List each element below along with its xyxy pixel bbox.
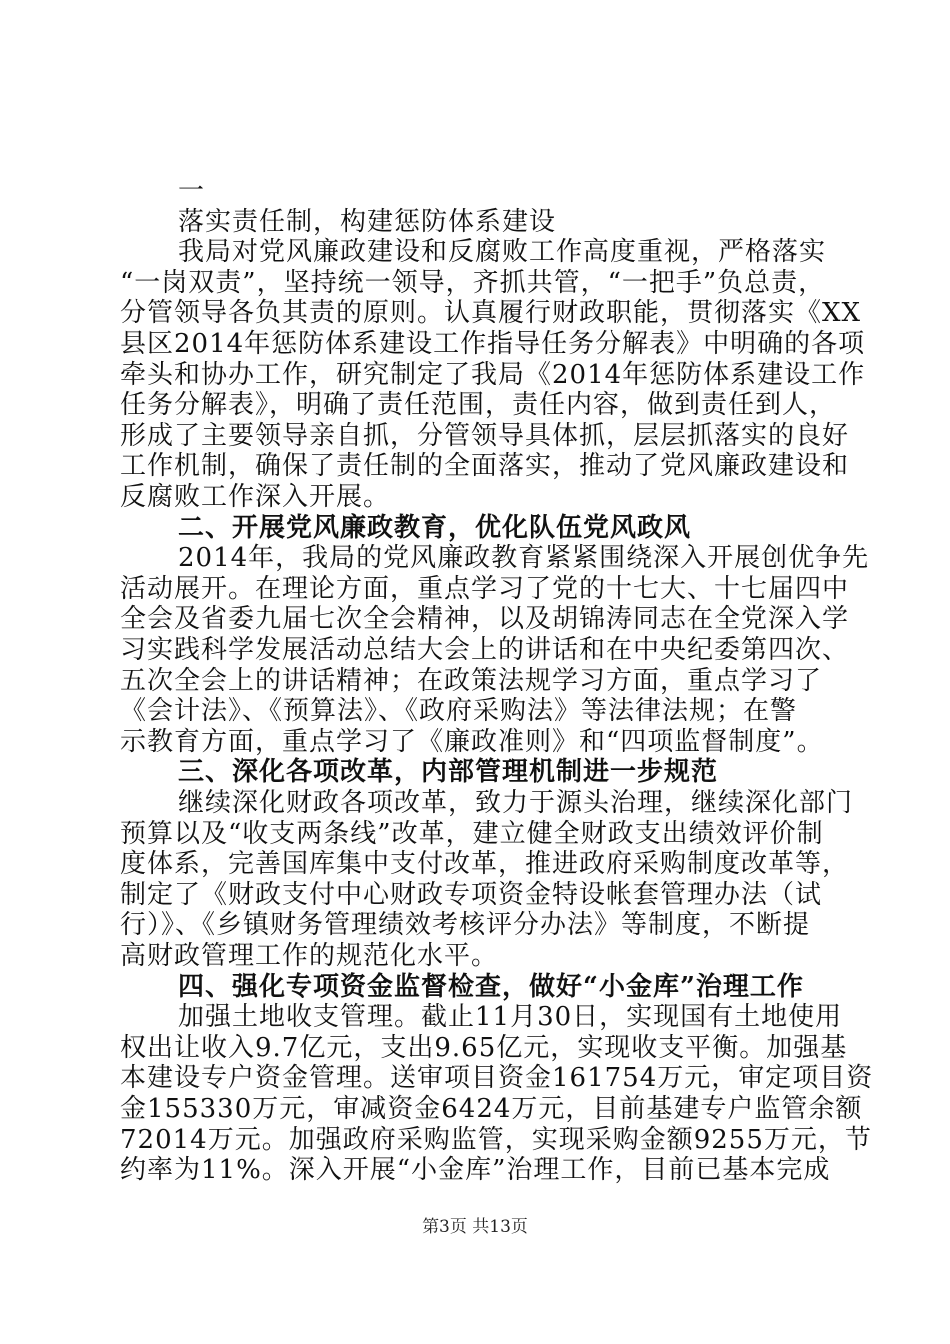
paragraph-line: “一岗双责”，坚持统一领导，齐抓共管，“一把手”负总责， <box>120 267 826 298</box>
paragraph-line: 我局对党风廉政建设和反腐败工作高度重视，严格落实 <box>178 237 827 268</box>
paragraph-line: 任务分解表》，明确了责任范围，责任内容，做到责任到人， <box>120 390 837 421</box>
paragraph-line: 反腐败工作深入开展。 <box>120 482 391 512</box>
paragraph-line: 行）》、《乡镇财务管理绩效考核评分办法》等制度，不断提 <box>120 910 811 941</box>
paragraph-line: 习实践科学发展活动总结大会上的讲话和在中央纪委第四次、 <box>120 635 850 665</box>
paragraph-line: 示教育方面，重点学习了《廉政准则》和“四项监督制度”。 <box>120 726 824 757</box>
paragraph-line: 权出让收入9.7亿元，支出9.65亿元，实现收支平衡。加强基 <box>120 1032 848 1063</box>
paragraph-line: 全会及省委九届七次全会精神，以及胡锦涛同志在全党深入学 <box>120 604 850 635</box>
section-heading: 四、强化专项资金监督检查，做好“小金库”治理工作 <box>178 971 804 1002</box>
paragraph-line: 工作机制，确保了责任制的全面落实，推动了党风廉政建设和 <box>120 451 850 482</box>
paragraph-line: 《会计法》、《预算法》、《政府采购法》等法律法规；在警 <box>120 696 798 727</box>
paragraph-line: 加强土地收支管理。截止11月30日，实现国有土地使用 <box>178 1002 843 1033</box>
section-heading: 二、开展党风廉政教育，优化队伍党风政风 <box>178 512 692 543</box>
paragraph-line: 牵头和协办工作，研究制定了我局《2014年惩防体系建设工作 <box>120 359 866 390</box>
paragraph-line: 制定了《财政支付中心财政专项资金特设帐套管理办法（试 <box>120 879 823 910</box>
paragraph-line: 五次全会上的讲话精神；在政策法规学习方面，重点学习了 <box>120 665 823 696</box>
paragraph-line: 落实责任制，构建惩防体系建设 <box>178 206 557 237</box>
paragraph-line: 活动展开。在理论方面，重点学习了党的十七大、十七届四中 <box>120 573 850 604</box>
paragraph-line: 预算以及“收支两条线”改革，建立健全财政支出绩效评价制 <box>120 818 824 849</box>
paragraph-line: 约率为11%。深入开展“小金库”治理工作，目前已基本完成 <box>120 1155 831 1186</box>
paragraph-line: 2014年，我局的党风廉政教育紧紧围绕深入开展创优争先 <box>178 543 870 574</box>
paragraph-line: 县区2014年惩防体系建设工作指导任务分解表》中明确的各项 <box>120 329 866 359</box>
paragraph-line: 本建设专户资金管理。送审项目资金161754万元，审定项目资 <box>120 1063 874 1094</box>
paragraph-line: 72014万元。加强政府采购监管，实现采购金额9255万元，节 <box>120 1124 872 1155</box>
paragraph-line: 高财政管理工作的规范化水平。 <box>120 941 499 971</box>
paragraph-line: 分管领导各负其责的原则。认真履行财政职能，贯彻落实《XX <box>120 298 862 329</box>
paragraph-line: 金155330万元，审减资金6424万元，目前基建专户监管余额 <box>120 1094 863 1124</box>
page-footer: 第3页 共13页 <box>422 1217 528 1237</box>
section-heading: 三、深化各项改革，内部管理机制进一步规范 <box>178 757 719 788</box>
paragraph-line: 继续深化财政各项改革，致力于源头治理，继续深化部门 <box>178 788 854 818</box>
paragraph-line: 度体系，完善国库集中支付改革，推进政府采购制度改革等， <box>120 849 850 880</box>
paragraph-line: 一 <box>178 176 206 206</box>
paragraph-line: 形成了主要领导亲自抓，分管领导具体抓，层层抓落实的良好 <box>120 420 850 451</box>
